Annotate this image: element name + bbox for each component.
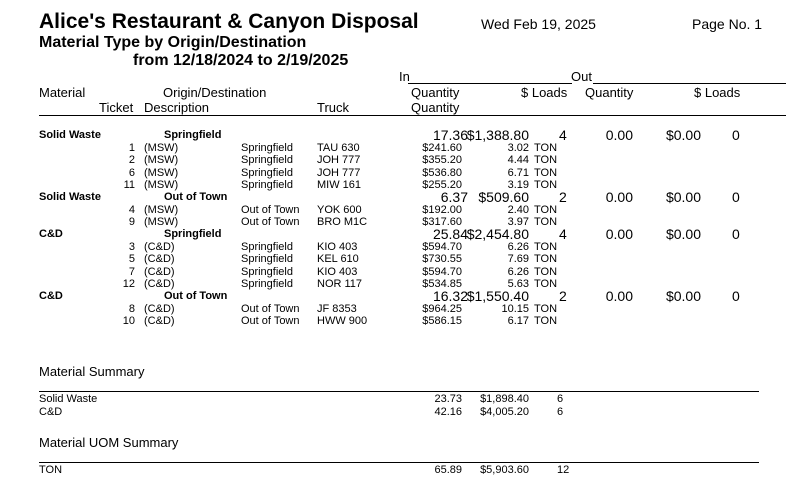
group-out-amount: $0.00: [665, 127, 701, 143]
ticket-number: 1: [128, 142, 135, 154]
ticket-number: 9: [128, 216, 135, 229]
ticket-origin: Springfield: [241, 265, 293, 278]
origin-destination-header: Origin/Destination: [163, 85, 267, 100]
in-underline: [408, 83, 572, 84]
ticket-quantity: 6.17: [507, 315, 529, 328]
ticket-description: (C&D): [144, 278, 175, 291]
in-quantity-header: Quantity: [411, 85, 460, 100]
report-title: Material Type by Origin/Destination: [39, 34, 307, 51]
ticket-quantity: 3.19: [507, 179, 529, 192]
ticket-header: Ticket: [99, 100, 134, 115]
group-out-loads: 0: [732, 189, 740, 205]
ticket-number: 7: [128, 265, 135, 278]
ticket-uom: TON: [534, 216, 558, 229]
truck-id: TAU 630: [317, 142, 360, 154]
ticket-number: 3: [128, 241, 135, 253]
group-out-quantity: 0.00: [605, 226, 633, 242]
ticket-quantity: 7.69: [507, 253, 529, 266]
ticket-description: (MSW): [144, 142, 179, 154]
group-material: Solid Waste: [39, 191, 101, 203]
ticket-quantity: 6.26: [507, 241, 529, 253]
ticket-uom: TON: [534, 142, 558, 154]
ticket-description: (MSW): [144, 204, 179, 216]
ticket-amount: $536.80: [422, 166, 462, 179]
ticket-origin: Springfield: [241, 154, 293, 167]
ticket-amount: $730.55: [422, 253, 462, 266]
report-date: Wed Feb 19, 2025: [481, 16, 596, 32]
out-loads-header: $ Loads: [694, 85, 741, 100]
group-origin: Springfield: [164, 228, 222, 240]
truck-id: JOH 777: [317, 166, 361, 179]
uom-summary-title: Material UOM Summary: [39, 435, 179, 450]
group-in-quantity: 17.36: [432, 127, 468, 143]
group-in-amount: $1,388.80: [466, 127, 529, 143]
ticket-origin: Springfield: [241, 179, 293, 192]
date-range: from 12/18/2024 to 2/19/2025: [133, 52, 349, 69]
truck-id: KEL 610: [317, 253, 359, 266]
summary-amount: $4,005.20: [480, 405, 529, 418]
ticket-quantity: 5.63: [507, 278, 529, 291]
summary-quantity: 42.16: [434, 405, 462, 418]
summary-amount: $1,898.40: [480, 393, 529, 405]
group-origin: Out of Town: [164, 290, 228, 302]
ticket-quantity: 3.02: [507, 142, 529, 154]
group-in-quantity: 25.84: [432, 226, 468, 242]
summary-quantity: 65.89: [434, 464, 462, 476]
ticket-uom: TON: [534, 154, 558, 167]
group-in-loads: 4: [559, 127, 567, 143]
ticket-amount: $594.70: [422, 241, 462, 253]
group-origin: Out of Town: [164, 191, 228, 203]
group-material: C&D: [39, 290, 63, 302]
group-in-quantity: 6.37: [440, 189, 468, 205]
page-number: Page No. 1: [692, 16, 763, 32]
truck-id: JOH 777: [317, 154, 361, 167]
company-name: Alice's Restaurant & Canyon Disposal: [39, 10, 419, 33]
in-loads-header: $ Loads: [521, 85, 568, 100]
in-header: In: [399, 69, 410, 84]
ticket-amount: $241.60: [422, 142, 462, 154]
group-in-amount: $2,454.80: [466, 226, 529, 242]
ticket-origin: Springfield: [241, 278, 293, 291]
out-header: Out: [571, 69, 592, 84]
uom-summary-rule: [39, 462, 759, 463]
ticket-number: 8: [128, 303, 135, 315]
ticket-description: (C&D): [144, 241, 175, 253]
ticket-number: 5: [128, 253, 135, 266]
ticket-number: 4: [128, 204, 135, 216]
ticket-quantity: 6.71: [507, 166, 529, 179]
ticket-origin: Out of Town: [241, 315, 300, 328]
ticket-origin: Springfield: [241, 142, 293, 154]
ticket-quantity: 3.97: [507, 216, 529, 229]
material-summary-title: Material Summary: [39, 364, 145, 379]
ticket-origin: Springfield: [241, 253, 293, 266]
ticket-amount: $317.60: [422, 216, 462, 229]
ticket-amount: $586.15: [422, 315, 462, 328]
ticket-origin: Out of Town: [241, 204, 300, 216]
ticket-uom: TON: [534, 253, 558, 266]
ticket-description: (C&D): [144, 253, 175, 266]
ticket-uom: TON: [534, 265, 558, 278]
ticket-origin: Springfield: [241, 241, 293, 253]
ticket-description: (MSW): [144, 166, 179, 179]
summary-quantity: 23.73: [434, 393, 462, 405]
truck-id: NOR 117: [317, 278, 363, 291]
group-out-amount: $0.00: [665, 226, 701, 242]
ticket-number: 2: [128, 154, 135, 167]
group-out-quantity: 0.00: [605, 189, 633, 205]
group-in-amount: $1,550.40: [466, 288, 529, 304]
group-origin: Springfield: [164, 129, 222, 141]
ticket-uom: TON: [534, 241, 558, 253]
truck-id: MIW 161: [317, 179, 362, 192]
summary-name: TON: [39, 464, 63, 476]
group-out-amount: $0.00: [665, 189, 701, 205]
ticket-description: (MSW): [144, 154, 179, 167]
group-out-loads: 0: [732, 226, 740, 242]
ticket-uom: TON: [534, 278, 558, 291]
ticket-quantity: 6.26: [507, 265, 529, 278]
summary-loads: 6: [557, 405, 564, 418]
truck-id: KIO 403: [317, 241, 358, 253]
group-in-quantity: 16.32: [432, 288, 468, 304]
header-rule: [39, 115, 786, 116]
truck-id: YOK 600: [317, 204, 362, 216]
truck-id: BRO M1C: [317, 216, 368, 229]
summary-loads: 6: [557, 393, 564, 405]
ticket-origin: Out of Town: [241, 216, 300, 229]
out-underline: [593, 83, 786, 84]
ticket-uom: TON: [534, 303, 558, 315]
ticket-number: 6: [128, 166, 135, 179]
material-summary-rule: [39, 391, 759, 392]
ticket-number: 11: [123, 179, 135, 192]
ticket-uom: TON: [534, 204, 558, 216]
out-quantity-header: Quantity: [585, 85, 634, 100]
summary-name: Solid Waste: [39, 393, 98, 405]
ticket-description: (MSW): [144, 179, 179, 192]
group-out-loads: 0: [732, 127, 740, 143]
truck-id: HWW 900: [317, 315, 368, 328]
ticket-quantity: 4.44: [507, 154, 529, 167]
ticket-description: (C&D): [144, 303, 175, 315]
ticket-amount: $964.25: [422, 303, 462, 315]
group-in-loads: 2: [559, 288, 567, 304]
ticket-origin: Out of Town: [241, 303, 300, 315]
material-header: Material: [39, 85, 86, 100]
ticket-amount: $255.20: [422, 179, 462, 192]
ticket-description: (C&D): [144, 315, 175, 328]
summary-name: C&D: [39, 405, 63, 418]
group-out-loads: 0: [732, 288, 740, 304]
ticket-number: 12: [122, 278, 135, 291]
ticket-origin: Springfield: [241, 166, 293, 179]
truck-id: KIO 403: [317, 265, 358, 278]
ticket-number: 10: [122, 315, 135, 328]
truck-header: Truck: [317, 100, 350, 115]
ticket-amount: $192.00: [422, 204, 462, 216]
group-out-quantity: 0.00: [605, 127, 633, 143]
summary-amount: $5,903.60: [480, 464, 529, 476]
group-material: Solid Waste: [39, 129, 101, 141]
ticket-amount: $355.20: [422, 154, 462, 167]
ticket-uom: TON: [534, 315, 558, 328]
group-in-amount: $509.60: [478, 189, 529, 205]
group-out-quantity: 0.00: [605, 288, 633, 304]
truck-id: JF 8353: [317, 303, 357, 315]
ticket-uom: TON: [534, 179, 558, 192]
group-out-amount: $0.00: [665, 288, 701, 304]
ticket-quantity: 10.15: [501, 303, 529, 315]
quantity-subheader: Quantity: [411, 100, 460, 115]
summary-loads: 12: [557, 464, 570, 476]
group-material: C&D: [39, 228, 63, 240]
ticket-description: (MSW): [144, 216, 179, 229]
ticket-uom: TON: [534, 166, 558, 179]
group-in-loads: 2: [559, 189, 567, 205]
ticket-quantity: 2.40: [507, 204, 529, 216]
ticket-amount: $534.85: [422, 278, 462, 291]
ticket-description: (C&D): [144, 265, 175, 278]
group-in-loads: 4: [559, 226, 567, 242]
ticket-amount: $594.70: [422, 265, 462, 278]
description-header: Description: [144, 100, 210, 115]
